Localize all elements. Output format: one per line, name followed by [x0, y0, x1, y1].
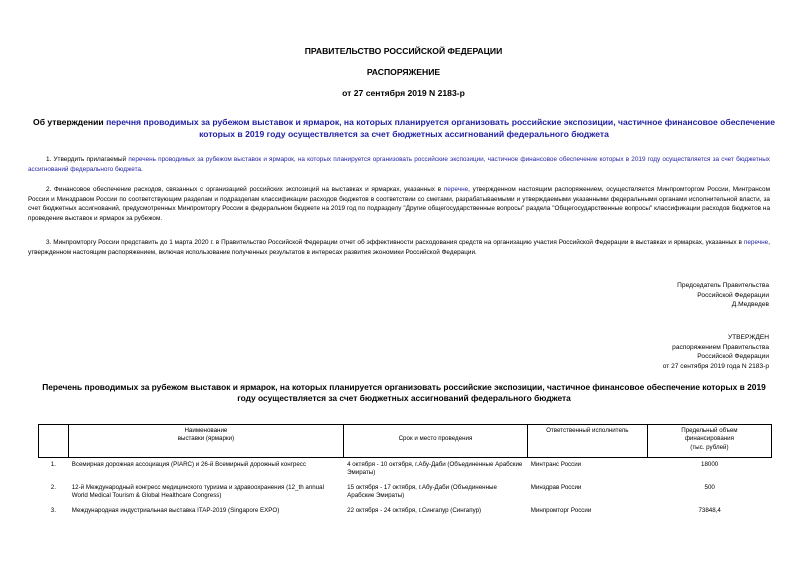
title-link[interactable]: перечня проводимых за рубежом выставок и ярмарок, на которых планируется организовать российские экспозиции, частичное финансовое обеспечение которых в 2019 году осуществляется за счет бюджетных ассигнований федерального бюджета	[106, 117, 775, 139]
paragraph-3	[28, 238, 770, 257]
row-name: 12-й Международный конгресс медицинского туризма и здравоохранения (12_th annual World Medical Tourism & Global Healthcare Congress)	[71, 483, 324, 500]
document-date-number: от 27 сентября 2019 N 2183-р	[342, 88, 465, 98]
exhibitions-table	[38, 424, 772, 518]
title-prefix: Об утверждении	[33, 117, 107, 127]
header-dates	[344, 425, 528, 458]
paragraph-2	[28, 185, 770, 223]
row-executor: Минпромторг России	[530, 506, 592, 514]
row-num: 3.	[50, 506, 56, 514]
approval-line-4: от 27 сентября 2019 года N 2183-р	[662, 362, 769, 370]
p3-tail: , утвержденном настоящим распоряжением, включая использование полученных результатов в интересах развития экономики Российской Федерации.	[28, 239, 770, 256]
paragraph-1	[28, 155, 770, 174]
row-executor: Минтранс России	[530, 461, 582, 468]
row-executor: Минздрав России	[530, 483, 582, 491]
row-dates: 22 октября - 24 октября, г.Сингапур (Сингапур)	[347, 506, 482, 514]
approval-block	[569, 333, 769, 371]
government-heading: ПРАВИТЕЛЬСТВО РОССИЙСКОЙ ФЕДЕРАЦИИ	[304, 46, 503, 56]
signature-line-1: Председатель Правительства	[677, 282, 769, 289]
list-title: Перечень проводимых за рубежом выставок и ярмарок, на которых планируется организовать российские экспозиции, частичное финансовое обеспечение которых в 2019 году осуществляется за счет бюджетных ассигнований федерального бюджета	[42, 382, 766, 403]
header-name	[68, 425, 343, 458]
p2-tail: , утвержденном настоящим распоряжением, осуществляется Минпромторгом России, Минтрансом России и Минздравом России по соответствующим разделам и подразделам классификации расходов бюджетов в соответствии со сметами, разрабатываемыми и утверждаемыми указанными федеральными органами исполнительной власти, за счет бюджетных ассигнований, предусмотренных Минпромторгу России в федеральном бюджете на 2019 год по подразделу "Другие общегосударственные вопросы" раздела "Общегосударственные вопросы" классификации расходов бюджетов на проведение выставок и ярмарок за рубежом.	[28, 186, 771, 222]
table-row	[39, 504, 772, 518]
table-header-row	[39, 425, 772, 458]
document-type: РАСПОРЯЖЕНИЕ	[366, 67, 441, 77]
header-amount-line-1: Предельный объем	[681, 427, 738, 434]
header-amount-line-3: (тыс. рублей)	[690, 443, 729, 451]
header-amount-line-2: финансирования	[684, 435, 734, 443]
row-amount: 18000	[701, 461, 719, 468]
table-row	[39, 458, 772, 481]
p3-text: 3. Минпромторгу России представить до 1 марта 2020 г. в Правительство Российской Федерации отчет об эффективности расходования средств на организацию участия Российской Федерации в выставках и ярмарках, указанных в	[46, 239, 744, 246]
row-amount: 73848,4	[698, 506, 721, 514]
row-amount: 500	[704, 483, 715, 491]
p2-text: 2. Финансовое обеспечение расходов, связанных с организацией российских экспозиций на выставках и ярмарках, указанных в	[46, 186, 444, 193]
row-num: 1.	[50, 461, 56, 468]
p1-tail: .	[141, 165, 143, 173]
header-num	[39, 425, 69, 458]
row-name: Международная индустриальная выставка ITAP-2019 (Singapore EXPO)	[71, 506, 280, 514]
row-dates: 15 октября - 17 октября, г.Абу-Даби (Объединенные Арабские Эмираты)	[347, 483, 497, 500]
signature-line-2: Российской Федерации	[697, 291, 769, 299]
table-row	[39, 481, 772, 504]
header-executor: Ответственный исполнитель	[527, 425, 647, 458]
row-name: Всемирная дорожная ассоциация (PIARC) и 26-й Всемирный дорожный конгресс	[71, 461, 306, 468]
document-title	[28, 116, 780, 140]
p3-link[interactable]: перечне	[743, 239, 769, 246]
header-amount	[647, 425, 771, 458]
signature-block	[569, 281, 769, 310]
p1-link[interactable]: перечень проводимых за рубежом выставок и ярмарок, на которых планируется организовать российские экспозиции, частичное финансовое обеспечение которых в 2019 году осуществляется за счет бюджетных ассигнований федерального бюджета	[28, 156, 770, 173]
header-dates-label: Срок и место проведения	[398, 435, 473, 442]
p2-link[interactable]: перечне	[443, 186, 469, 193]
row-dates: 4 октября - 10 октября, г.Абу-Даби (Объединенные Арабские Эмираты)	[347, 461, 523, 477]
row-num: 2.	[50, 483, 56, 491]
approval-line-3: Российской Федерации	[697, 353, 769, 361]
approval-line-1: УТВЕРЖДЕН	[727, 334, 769, 341]
approval-line-2: распоряжением Правительства	[672, 343, 769, 351]
header-name-line-1: Наименование	[184, 427, 228, 434]
p1-text: 1. Утвердить прилагаемый	[46, 156, 129, 163]
signature-name: Д.Медведев	[731, 301, 769, 309]
header-name-line-2: выставки (ярмарки)	[177, 435, 235, 443]
